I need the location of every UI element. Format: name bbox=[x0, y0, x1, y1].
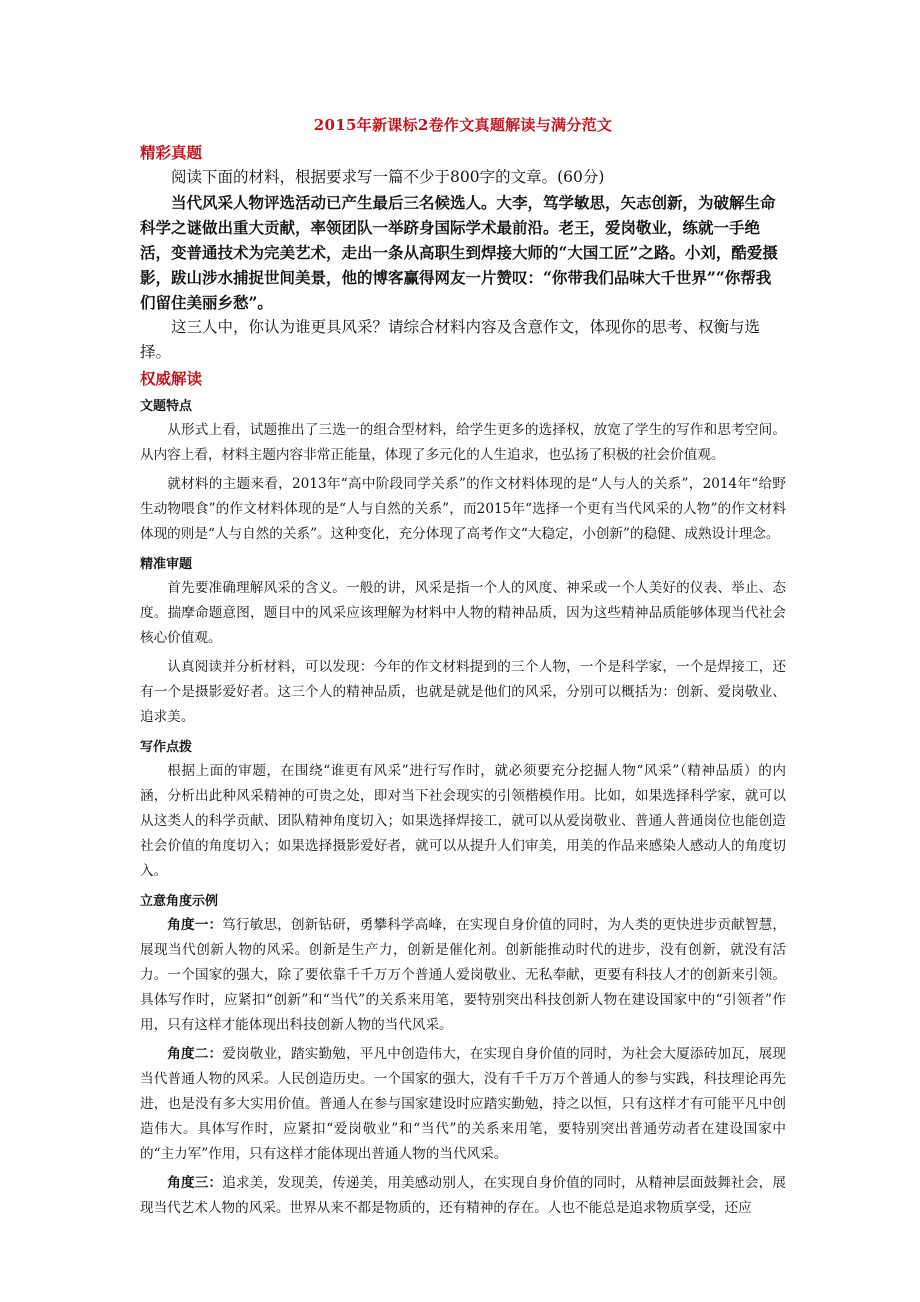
angle-label: 角度二： bbox=[167, 1046, 223, 1062]
subheading-features: 文题特点 bbox=[140, 399, 193, 414]
section-heading-analysis: 权威解读 bbox=[140, 369, 203, 388]
paragraph: 根据上面的审题，在围绕“谁更有风采”进行写作时，就必须要充分挖掘人物“风采”（精神品质）的内涵，分析出此种风采精神的可贵之处，即对当下社会现实的引领楷模作用。比如，如果选择科学家，就可以从这类人的科学贡献、团队精神角度切入；如果选择焊接工，就可以从爱岗敬业、普通人普通岗位也能创造社会价值的角度切入；如果选择摄影爱好者，就可以从提升人们审美，用美的作品来感染人感动人的角度切入。 bbox=[140, 763, 786, 879]
subheading-angle-examples: 立意角度示例 bbox=[140, 894, 219, 909]
section-heading-real-question: 精彩真题 bbox=[140, 143, 203, 162]
document-page bbox=[140, 114, 786, 1225]
paragraph: 首先要准确理解风采的含义。一般的讲，风采是指一个人的风度、神采或一个人美好的仪表、举止、态度。揣摩命题意图，题目中的风采应该理解为材料中人物的精神品质，因为这些精神品质能够体现当代社会核心价值观。 bbox=[140, 580, 786, 646]
angle-paragraph-1: 角度一：笃行敏思，创新钻研，勇攀科学高峰，在实现自身价值的同时，为人类的更快进步贡献智慧，展现当代创新人物的风采。创新是生产力，创新是催化剂。创新能推动时代的进步，没有创新，就没有活力。一个国家的强大，除了要依靠千千万万个普通人爱岗敬业、无私奉献，更要有科技人才的创新来引领。具体写作时，应紧扣“创新”和“当代”的关系来用笔，要特别突出科技创新人物在建设国家中的“引领者”作用，只有这样才能体现出科技创新人物的当代风采。 bbox=[140, 917, 787, 1033]
paragraph: 就材料的主题来看，2013年“高中阶段同学关系”的作文材料体现的是“人与人的关系”，2014年“给野生动物喂食”的作文材料体现的是“人与自然的关系”，而2015年“选择一个更有当代风采的人物”的作文材料体现的则是“人与自然的关系”。这种变化，充分体现了高考作文“大稳定，小创新”的稳健、成熟设计理念。 bbox=[140, 476, 786, 542]
question-prompt: 这三人中，你认为谁更具风采？请综合材料内容及含意作文，体现你的思考、权衡与选择。 bbox=[140, 318, 761, 361]
angle-paragraph-2: 角度二：爱岗敬业，踏实勤勉，平凡中创造伟大，在实现自身价值的同时，为社会大厦添砖加瓦，展现当代普通人物的风采。人民创造历史。一个国家的强大，没有千千万万个普通人的参与实践，科技理论再先进，也是没有多大实用价值。普通人在参与国家建设时应踏实勤勉，持之以恒，只有这样才有可能平凡中创造伟大。具体写作时，应紧扣“爱岗敬业”和“当代”的关系来用笔，要特别突出普通劳动者在建设国家中的“主力军”作用，只有这样才能体现出普通人物的当代风采。 bbox=[140, 1046, 787, 1162]
question-material: 当代风采人物评选活动已产生最后三名候选人。大李，笃学敏思，矢志创新，为破解生命科学之谜做出重大贡献，率领团队一举跻身国际学术最前沿。老王，爱岗敬业，练就一手绝活，变普通技术为完美艺术，走出一条从高职生到焊接大师的“大国工匠”之路。小刘，酷爱摄影，跋山涉水捕捉世间美景，他的博客赢得网友一片赞叹：“你带我们品味大千世界”“你帮我们留住美丽乡愁”。 bbox=[140, 193, 778, 312]
subheading-precise-review: 精准审题 bbox=[140, 557, 193, 572]
angle-label: 角度一： bbox=[167, 917, 223, 933]
angle-paragraph-3: 角度三：追求美，发现美，传递美，用美感动别人，在实现自身价值的同时，从精神层面鼓舞社会，展现当代艺术人物的风采。世界从来不都是物质的，还有精神的存在。人也不能总是追求物质享受，还应 bbox=[140, 1175, 787, 1216]
angle-label: 角度三： bbox=[167, 1175, 223, 1191]
document-title: 2015年新课标2卷作文真题解读与满分范文 bbox=[313, 116, 613, 134]
question-instruction: 阅读下面的材料，根据要求写一篇不少于800字的文章。(60分) bbox=[171, 168, 605, 186]
paragraph: 认真阅读并分析材料，可以发现：今年的作文材料提到的三个人物，一个是科学家，一个是焊接工，还有一个是摄影爱好者。这三个人的精神品质，也就是就是他们的风采，分别可以概括为：创新、爱岗敬业、追求美。 bbox=[140, 659, 786, 725]
paragraph: 从形式上看，试题推出了三选一的组合型材料，给学生更多的选择权，放宽了学生的写作和思考空间。从内容上看，材料主题内容非常正能量，体现了多元化的人生追求，也弘扬了积极的社会价值观。 bbox=[140, 422, 786, 463]
subheading-writing-tips: 写作点拨 bbox=[140, 740, 193, 755]
